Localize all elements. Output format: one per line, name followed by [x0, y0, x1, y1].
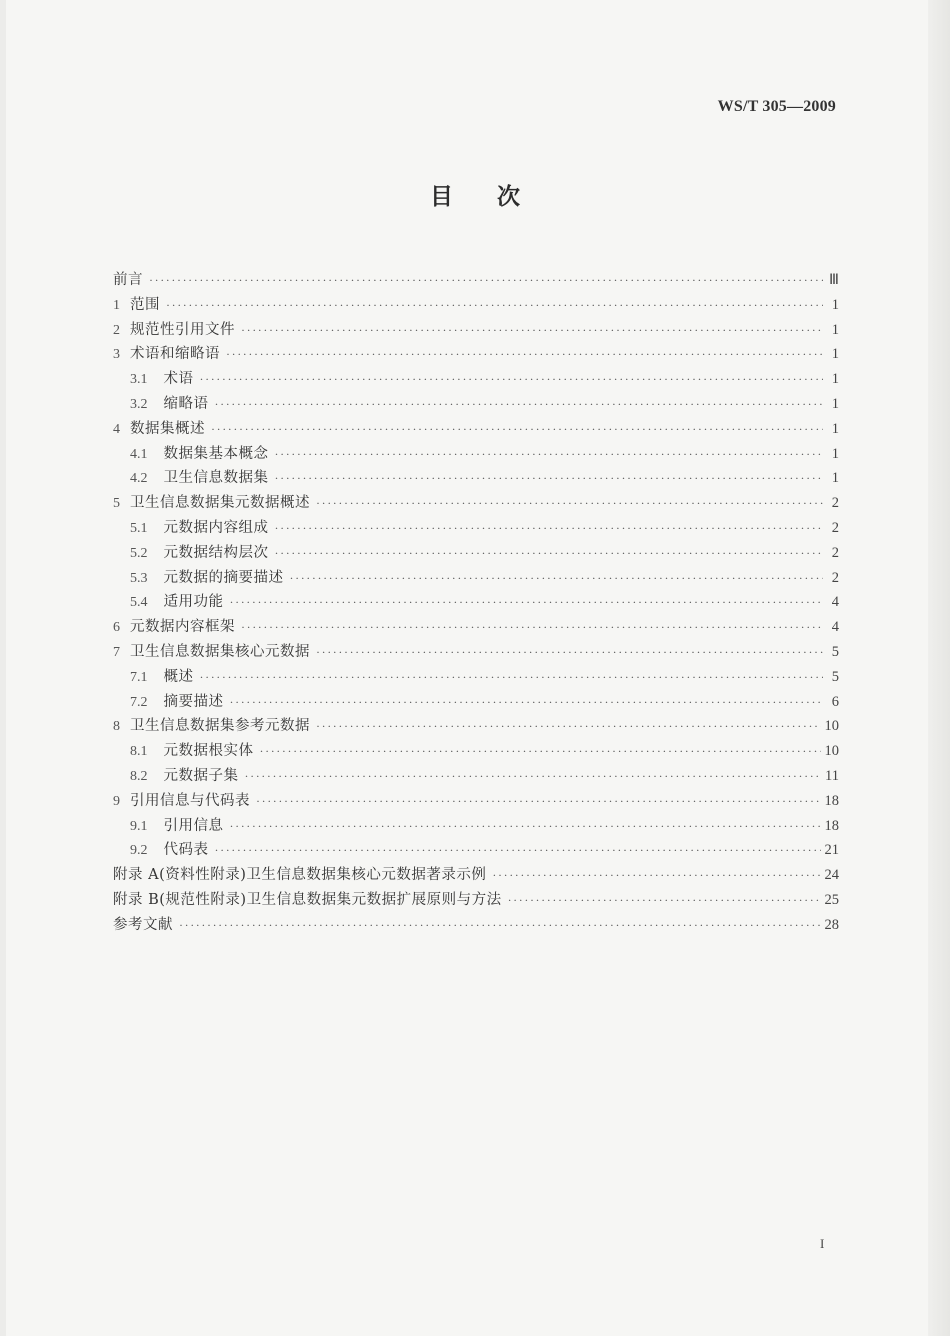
toc-dot-leader	[245, 764, 822, 789]
toc-dot-leader	[215, 392, 824, 417]
toc-dot-leader	[508, 888, 821, 913]
toc-entry-title: 数据集概述	[130, 420, 205, 437]
toc-dot-leader	[275, 541, 824, 566]
toc-entry-page: 2	[831, 544, 839, 561]
toc-dot-leader	[275, 516, 824, 541]
toc-entry-page: 4	[831, 594, 839, 611]
toc-dot-leader	[241, 615, 823, 640]
toc-entry-number: 5	[113, 496, 120, 512]
toc-entry[interactable]	[113, 690, 839, 715]
toc-entry-page: 21	[824, 842, 839, 859]
toc-dot-leader	[316, 714, 821, 739]
title-char-1: 目	[430, 184, 453, 210]
toc-entry[interactable]	[113, 466, 839, 491]
toc-dot-leader	[316, 640, 823, 665]
toc-entry-title: 概述	[163, 668, 194, 685]
toc-entry-page: 1	[831, 296, 839, 313]
toc-entry-number: 9	[113, 793, 120, 809]
toc-entry-number: 3	[113, 347, 120, 363]
toc-dot-leader	[149, 268, 823, 293]
toc-entry-page: 1	[831, 395, 839, 412]
toc-entry-title: 引用信息与代码表	[130, 792, 250, 809]
toc-entry-page: Ⅲ	[829, 272, 839, 288]
toc-entry-page: 1	[831, 445, 839, 462]
toc-entry-page: 10	[824, 718, 839, 735]
toc-entry[interactable]	[113, 590, 839, 615]
toc-entry-title: 卫生信息数据集参考元数据	[130, 718, 310, 735]
toc-entry-page: 4	[831, 619, 839, 636]
toc-dot-leader	[200, 367, 824, 392]
title-char-2: 次	[497, 184, 520, 210]
toc-dot-leader	[200, 665, 824, 690]
toc-entry-title: 元数据的摘要描述	[163, 569, 284, 586]
toc-entry-title: 代码表	[163, 842, 209, 859]
toc-entry-page: 2	[831, 519, 839, 536]
toc-dot-leader	[260, 739, 821, 764]
toc-entry-number: 2	[113, 322, 120, 338]
toc-entry-page: 11	[825, 767, 839, 784]
standard-code: WS/T 305—2009	[717, 98, 836, 115]
toc-entry-number: 3.2	[130, 396, 148, 412]
toc-entry-title: 引用信息	[163, 817, 224, 834]
toc-entry[interactable]	[113, 615, 839, 640]
toc-entry-title: 数据集基本概念	[163, 445, 269, 462]
toc-entry-title: 前言	[113, 272, 143, 288]
toc-entry[interactable]	[113, 268, 839, 293]
toc-entry[interactable]	[113, 838, 839, 863]
toc-entry[interactable]	[113, 789, 839, 814]
toc-entry-page: 5	[831, 643, 839, 660]
toc-entry-title: 元数据内容框架	[130, 619, 235, 636]
toc-entry-title: 规范性引用文件	[130, 321, 235, 338]
toc-entry-page: 6	[831, 693, 839, 710]
toc-entry-title: 术语	[163, 371, 194, 388]
toc-dot-leader	[290, 566, 824, 591]
toc-entry-title: 术语和缩略语	[130, 346, 220, 363]
toc-dot-leader	[275, 442, 824, 467]
toc-entry-title: 适用功能	[163, 594, 224, 611]
page-folio: I	[820, 1236, 825, 1251]
toc-entry[interactable]	[113, 318, 839, 343]
toc-entry-number: 7.1	[130, 669, 148, 685]
toc-entry-title: 参考文献	[113, 916, 173, 933]
toc-dot-leader	[166, 293, 823, 318]
toc-entry-page: 10	[824, 743, 839, 760]
toc-entry-page: 5	[831, 668, 839, 685]
toc-entry-title: 卫生信息数据集元数据概述	[130, 495, 310, 512]
toc-entry-number: 7.2	[130, 694, 148, 710]
toc-entry-number: 5.1	[130, 520, 148, 536]
toc-entry-page: 25	[824, 891, 839, 908]
toc-dot-leader	[230, 814, 821, 839]
toc-dot-leader	[215, 838, 821, 863]
toc-entry-number: 6	[113, 620, 120, 636]
toc-entry-number: 9.2	[130, 843, 148, 859]
toc-entry-page: 18	[824, 817, 839, 834]
toc-entry-page: 1	[831, 321, 839, 338]
toc-entry[interactable]	[113, 665, 839, 690]
toc-dot-leader	[241, 318, 823, 343]
toc-entry-number: 5.2	[130, 545, 148, 561]
toc-entry-page: 28	[824, 916, 839, 933]
toc-dot-leader	[256, 789, 821, 814]
toc-entry[interactable]	[113, 367, 839, 392]
toc-entry-page: 24	[824, 867, 839, 884]
toc-entry-number: 7	[113, 644, 120, 660]
toc-entry[interactable]	[113, 764, 839, 789]
toc-entry-title: 元数据子集	[163, 767, 239, 784]
toc-entry-page: 1	[831, 346, 839, 363]
toc-entry-page: 18	[824, 792, 839, 809]
toc-entry[interactable]	[113, 491, 839, 516]
toc-entry[interactable]	[113, 814, 839, 839]
toc-entry-number: 1	[113, 297, 120, 313]
toc-entry-page: 2	[831, 495, 839, 512]
toc-entry-title: 卫生信息数据集	[163, 470, 269, 487]
toc-entry[interactable]	[113, 342, 839, 367]
toc-dot-leader	[492, 863, 820, 888]
toc-entry[interactable]	[113, 541, 839, 566]
page-title	[0, 178, 950, 211]
toc-entry[interactable]	[113, 417, 839, 442]
toc-dot-leader	[226, 342, 823, 367]
toc-entry-title: 元数据结构层次	[163, 544, 269, 561]
toc-entry-title: 卫生信息数据集核心元数据	[130, 643, 310, 660]
toc-entry-number: 8	[113, 719, 120, 735]
toc-entry-number: 3.1	[130, 372, 148, 388]
toc-entry-number: 8.2	[130, 768, 148, 784]
toc-entry[interactable]	[113, 392, 839, 417]
toc-entry[interactable]	[113, 566, 839, 591]
toc-entry-number: 5.3	[130, 570, 148, 586]
toc-entry-number: 4.2	[130, 471, 148, 487]
toc-entry[interactable]	[113, 888, 839, 913]
toc-dot-leader	[275, 466, 824, 491]
toc-dot-leader	[316, 491, 823, 516]
toc-entry-title: 附录 A(资料性附录)卫生信息数据集核心元数据著录示例	[113, 867, 487, 884]
toc-entry[interactable]	[113, 516, 839, 541]
toc-dot-leader	[179, 913, 821, 938]
toc-entry-number: 5.4	[130, 595, 148, 611]
toc-entry-page: 2	[831, 569, 839, 586]
toc-entry[interactable]	[113, 293, 839, 318]
toc-entry-title: 范围	[130, 296, 160, 313]
toc-dot-leader	[230, 590, 824, 615]
toc-entry-page: 1	[831, 420, 839, 437]
toc-entry[interactable]	[113, 714, 839, 739]
toc-entry-title: 元数据根实体	[163, 743, 254, 760]
toc-entry[interactable]	[113, 739, 839, 764]
toc-entry[interactable]	[113, 442, 839, 467]
toc-entry[interactable]	[113, 640, 839, 665]
toc-entry-number: 8.1	[130, 744, 148, 760]
toc-dot-leader	[230, 690, 824, 715]
toc-dot-leader	[211, 417, 823, 442]
toc-entry-number: 4.1	[130, 446, 148, 462]
toc-entry-title: 缩略语	[163, 395, 209, 412]
toc-entry-page: 1	[831, 371, 839, 388]
toc-entry-page: 1	[831, 470, 839, 487]
toc-entry-number: 9.1	[130, 818, 148, 834]
toc-entry-title: 摘要描述	[163, 693, 224, 710]
table-of-contents	[113, 268, 839, 938]
toc-entry-number: 4	[113, 421, 120, 437]
toc-entry[interactable]	[113, 863, 839, 888]
toc-entry-title: 附录 B(规范性附录)卫生信息数据集元数据扩展原则与方法	[113, 891, 502, 908]
toc-entry-title: 元数据内容组成	[163, 519, 269, 536]
toc-entry[interactable]	[113, 913, 839, 938]
